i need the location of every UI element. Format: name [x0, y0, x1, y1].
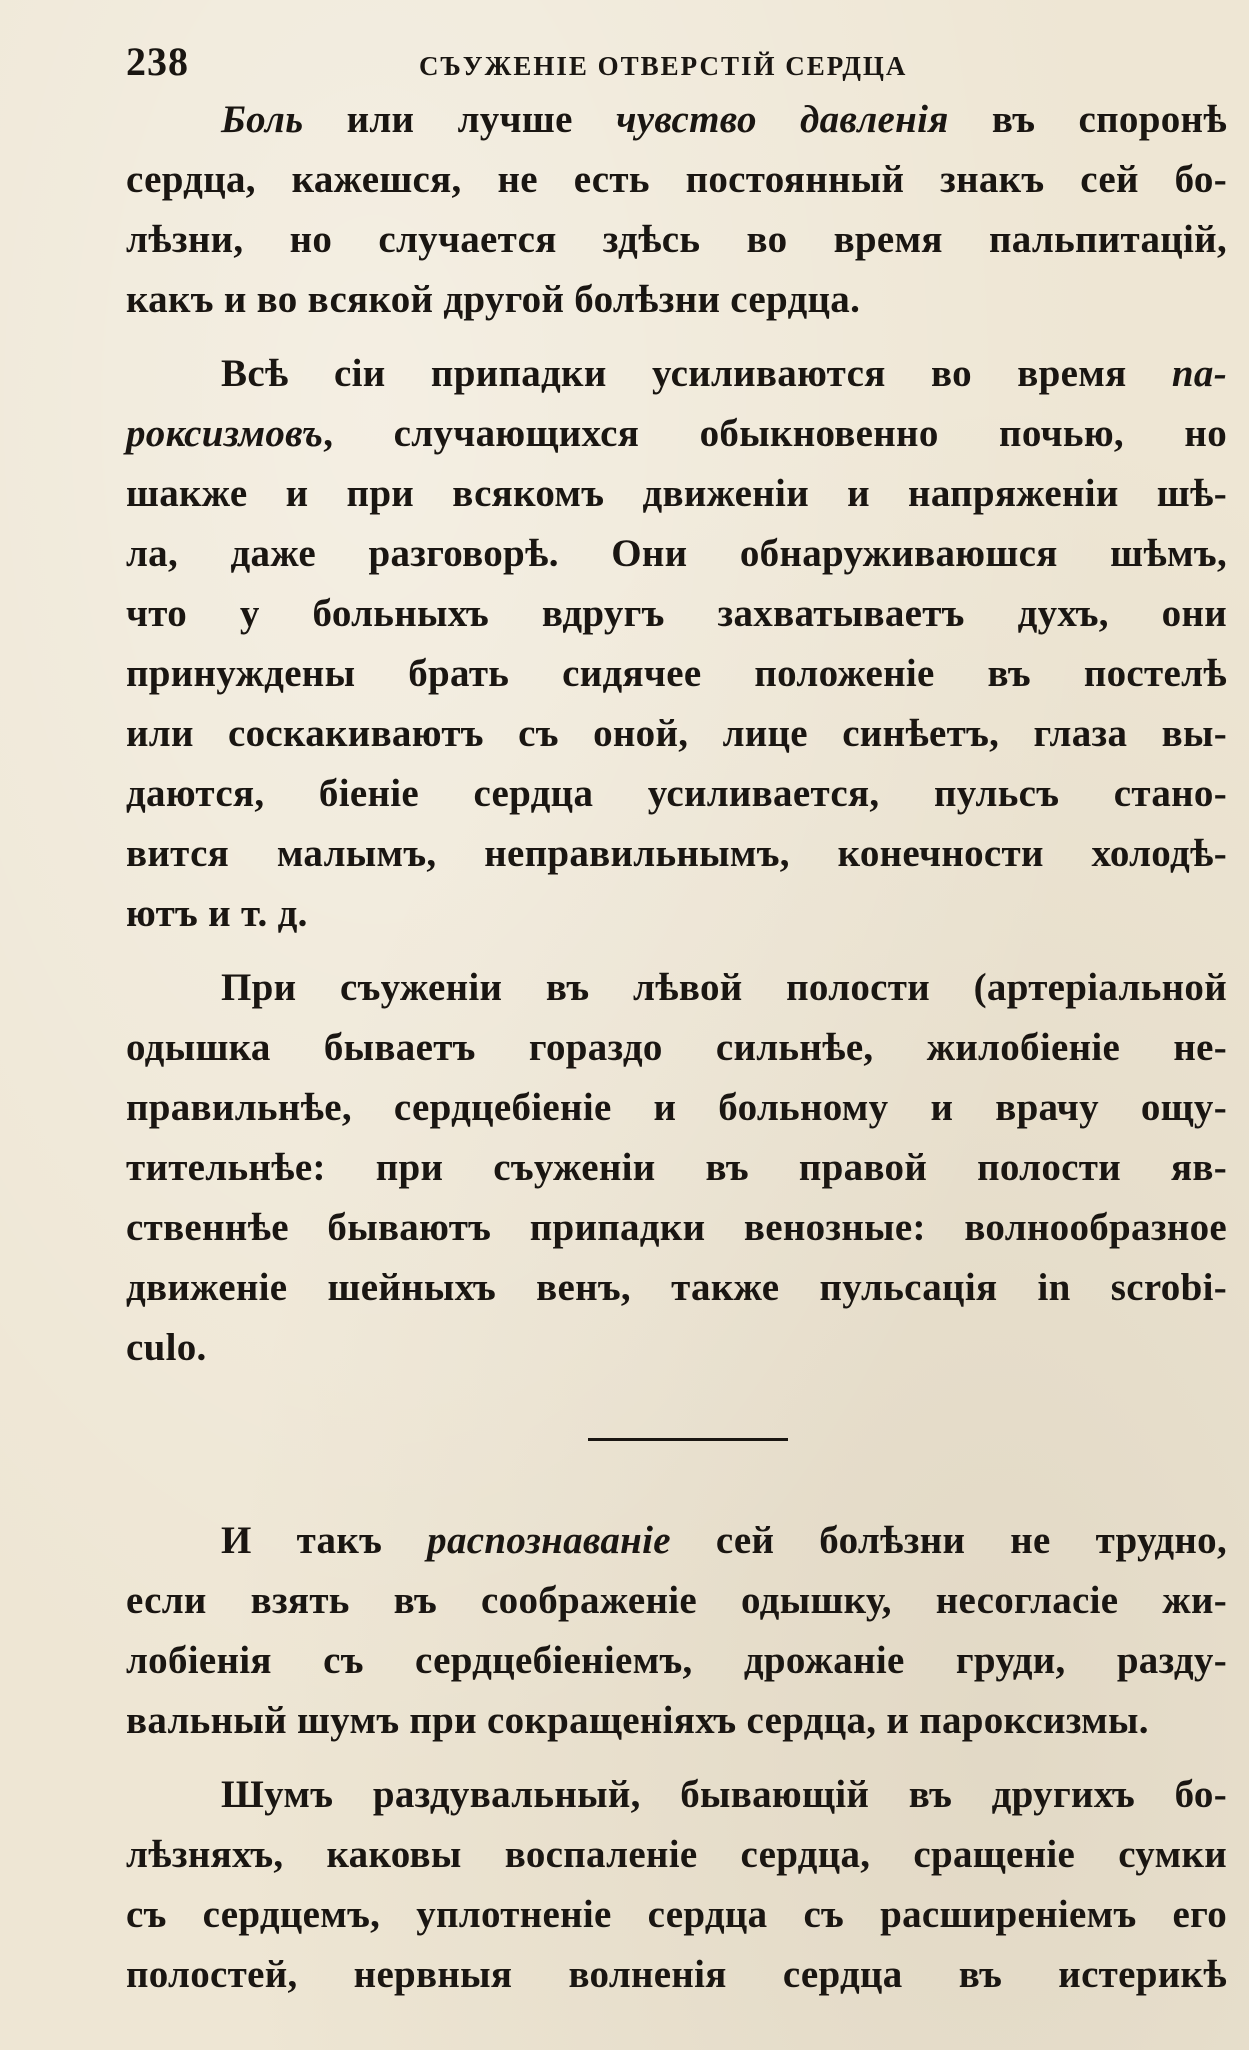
paragraph-paroxysms	[126, 344, 1227, 944]
running-title: СЪУЖЕНІЕ ОТВЕРСТІЙ СЕРДЦА	[419, 51, 908, 81]
text-line: съ сердцемъ, уплотненіе сердца съ расширеніемъ его	[126, 1893, 1227, 1936]
page-header	[126, 38, 1227, 82]
paragraph-diagnosis	[126, 1511, 1227, 1751]
text-line: ютъ и т. д.	[126, 892, 308, 935]
page-number: 238	[126, 39, 189, 84]
text-line: Боль или лучше чувство давленія въ споронѣ	[221, 98, 1227, 141]
paragraph-stenosis	[126, 958, 1227, 1378]
text-line: вальный шумъ при сокращеніяхъ сердца, и пароксизмы.	[126, 1699, 1149, 1742]
paragraph-murmur	[126, 1765, 1227, 2005]
italic-term: распознаваніе	[427, 1519, 671, 1562]
text-line: тительнѣе: при съуженіи въ правой полости яв-	[126, 1146, 1227, 1189]
italic-term: чувство давленія	[615, 98, 949, 141]
text-line: ла, даже разговорѣ. Они обнаруживаюшся шѣмъ,	[126, 532, 1227, 575]
text-line: или соскакиваютъ съ оной, лице синѣетъ, глаза вы-	[126, 712, 1227, 755]
text-line: роксизмовъ, случающихся обыкновенно почью, но	[126, 412, 1227, 455]
paragraph-pain	[126, 90, 1227, 330]
text-line: При съуженіи въ лѣвой полости (артеріальной	[221, 966, 1227, 1009]
italic-term: роксизмовъ	[126, 412, 324, 455]
italic-term: Боль	[221, 98, 304, 141]
text-line: принуждены брать сидячее положеніе въ постелѣ	[126, 652, 1227, 695]
text-line: какъ и во всякой другой болѣзни сердца.	[126, 278, 861, 321]
text-line: даются, біеніе сердца усиливается, пульсъ стано-	[126, 772, 1227, 815]
text-line: И такъ распознаваніе сей болѣзни не трудно,	[221, 1519, 1227, 1562]
text-line: шакже и при всякомъ движеніи и напряженіи шѣ-	[126, 472, 1227, 515]
text-line: Всѣ сіи припадки усиливаются во время па-	[221, 352, 1227, 395]
text-line: лѣзняхъ, каковы воспаленіе сердца, сращеніе сумки	[126, 1833, 1227, 1876]
text-line: одышка бываетъ гораздо сильнѣе, жилобіеніе не-	[126, 1026, 1227, 1069]
text-line: сердца, кажешся, не есть постоянный знакъ сей бо-	[126, 158, 1227, 201]
text-line: если взять въ соображеніе одышку, несогласіе жи-	[126, 1579, 1227, 1622]
text-line: правильнѣе, сердцебіеніе и больному и врачу ощу-	[126, 1086, 1227, 1129]
text-line: вится малымъ, неправильнымъ, конечности холодѣ-	[126, 832, 1227, 875]
text-line: Шумъ раздувальный, бывающій въ другихъ бо-	[221, 1773, 1227, 1816]
text-line: лобіенія съ сердцебіеніемъ, дрожаніе груди, разду-	[126, 1639, 1227, 1682]
text-line: полостей, нервныя волненія сердца въ истерикѣ	[126, 1953, 1227, 1996]
text-line: что у больныхъ вдругъ захватываетъ духъ, они	[126, 592, 1227, 635]
italic-term: па-	[1171, 352, 1227, 395]
text-line: culo.	[126, 1326, 207, 1369]
text-line: движеніе шейныхъ венъ, также пульсація in scrobi-	[126, 1266, 1227, 1309]
text-line: лѣзни, но случается здѣсь во время пальпитацій,	[126, 218, 1227, 261]
text-line: ственнѣе бываютъ припадки венозные: волнообразное	[126, 1206, 1227, 1249]
